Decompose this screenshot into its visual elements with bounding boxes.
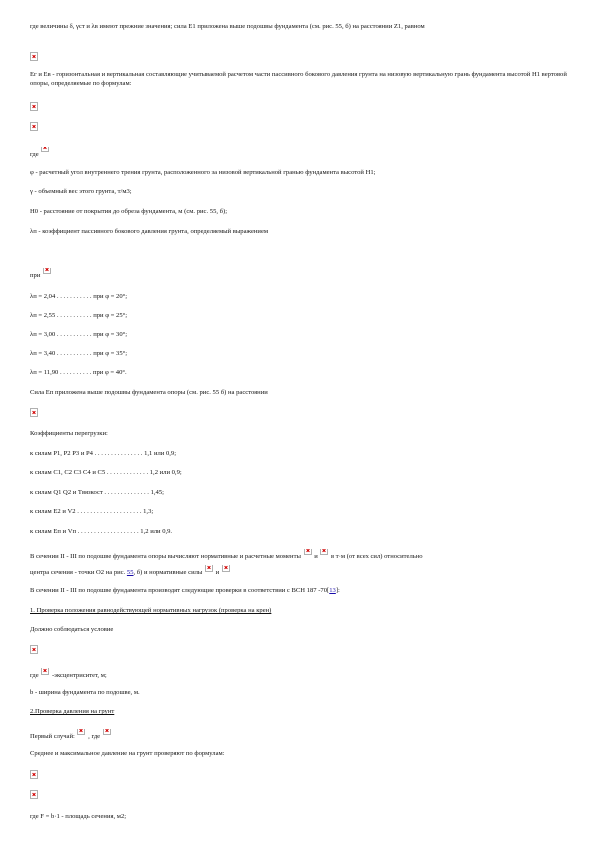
check-2-heading: 2.Проверка давления на грунт: [30, 708, 115, 715]
check-1-heading: 1. Проверка положения равнодействующей нормативных нагрузок (проверка на крен): [30, 607, 272, 614]
overload-row-c: к силам C1, C2 C3 C4 и C5 . . . . . . . . . . . . . 1,2 или 0,9;: [30, 469, 182, 476]
broken-image-icon: [30, 122, 38, 131]
lambda-row-25: λп = 2,55 . . . . . . . . . . . при φ = 25°;: [30, 312, 128, 319]
area-definition: где F = b·1 - площадь сечения, м2;: [30, 813, 127, 820]
broken-image-icon: [43, 268, 51, 274]
broken-image-icon: [41, 147, 49, 152]
where-line: где: [30, 147, 575, 159]
paragraph-eg-ev: Eг и Eв - горизонтальная и вертикальная составляющие учитываемой расчетом части пассивного бокового давления грунта на низовую вертикальную грань фундамента высотой H1 вертовой опоры, определяемые по формулам:: [30, 71, 567, 87]
broken-image-icon: [30, 770, 38, 779]
overload-row-p: к силам P1, P2 P3 и P4 . . . . . . . . . . . . . . . 1,1 или 0,9;: [30, 450, 177, 457]
broken-image-icon: [30, 52, 38, 61]
paragraph-e1-force: где величины δ, γст и λв имеют прежние значения; сила E1 приложена выше подошвы фундамента (см. рис. 55, б) на расстоянии Z1, равном: [30, 23, 425, 30]
moments-line-2: центра сечения - точки O2 на рис. 55, б) и нормативные силы и: [30, 565, 575, 577]
overload-heading: Коэффициенты перегрузки:: [30, 430, 108, 437]
width-definition: b - ширина фундамента по подошве, м.: [30, 689, 140, 696]
first-case-line: Первый случай: , где: [30, 729, 575, 741]
definition-h0: [30, 207, 575, 216]
overload-row-q: к силам Q1 Q2 и Tвязкост . . . . . . . . . . . . . . 1,45;: [30, 489, 164, 496]
checks-intro: В сечении II - III по подошве фундамента производят следующие проверки в соответствии с ВСН 187 -70[13]:: [30, 587, 340, 594]
broken-image-icon: [41, 668, 49, 675]
lambda-row-30: λп = 3,00 . . . . . . . . . . . при φ = 30°;: [30, 331, 128, 338]
definition-gamma: γ - объемный вес этого грунта, т/м3;: [30, 188, 132, 195]
condition-line: при: [30, 268, 575, 280]
figure-link[interactable]: 55: [126, 569, 134, 576]
lambda-row-20: λп = 2,04 . . . . . . . . . . . при φ = 20°;: [30, 293, 128, 300]
broken-image-icon: [304, 549, 312, 555]
moments-line: В сечении II - III по подошве фундамента опоры вычисляют нормативные и расчетные моменты и в т·м (от всех сил) относительно: [30, 549, 575, 561]
definition-lambda: λп - коэффициент пассивного бокового давления грунта, определяемый выражением: [30, 228, 269, 235]
lambda-row-40: λп = 11,90 . . . . . . . . . . при φ = 40°.: [30, 369, 127, 376]
broken-image-icon: [320, 549, 328, 555]
broken-image-icon: [30, 408, 38, 417]
broken-image-icon: [30, 102, 38, 111]
pressure-check-text: Среднее и максимальное давление на грунт проверяют по формулам:: [30, 750, 225, 757]
condition-text: Должно соблюдаться условие: [30, 626, 114, 633]
definition-phi: φ - расчетный угол внутреннего трения грунта, расположенного за низовой вертикальной гранью фундамента высотой H1;: [30, 169, 376, 176]
reference-link[interactable]: 13: [329, 587, 336, 594]
broken-image-icon: [222, 565, 230, 572]
overload-row-ep: к силам Eп и Vп . . . . . . . . . . . . . . . . . . . 1,2 или 0,9.: [30, 528, 173, 535]
broken-image-icon: [30, 790, 38, 799]
broken-image-icon: [77, 729, 85, 735]
definition-h0-text: H0 - расстояние от покрытия до обреза фундамента, м (см. рис. 55, б);: [30, 208, 228, 215]
force-ep-location: Сила Eп приложена выше подошвы фундамента опоры (см. рис. 55 б) на расстоянии: [30, 389, 268, 396]
broken-image-icon: [205, 565, 213, 572]
lambda-row-35: λп = 3,40 . . . . . . . . . . . при φ = 35°;: [30, 350, 128, 357]
broken-image-icon: [103, 729, 111, 735]
overload-row-e2: к силам E2 и V2 . . . . . . . . . . . . . . . . . . . . 1,3;: [30, 508, 154, 515]
eccentricity-line: где -эксцентриситет, м;: [30, 668, 575, 680]
broken-image-icon: [30, 645, 38, 654]
